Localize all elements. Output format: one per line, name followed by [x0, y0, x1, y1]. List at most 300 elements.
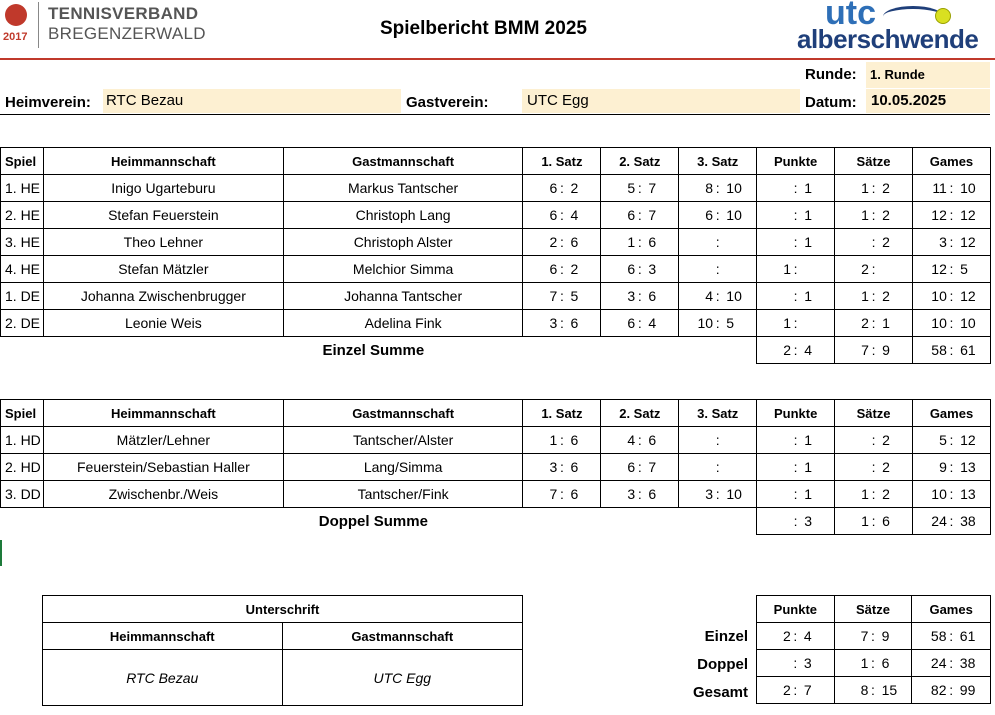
- saetze-cell: [835, 175, 913, 202]
- score-right[interactable]: 5: [570, 288, 579, 304]
- score-right[interactable]: 13: [960, 486, 976, 502]
- summe-games: [912, 337, 990, 364]
- score-right[interactable]: 1: [804, 459, 813, 475]
- score-colon: :: [949, 682, 954, 698]
- score-left[interactable]: 9: [939, 459, 947, 475]
- gast-player-cell[interactable]: Christoph Lang: [283, 202, 523, 229]
- score-colon: :: [949, 315, 954, 331]
- score-right[interactable]: 1: [804, 180, 813, 196]
- gesamt-saetze: [834, 623, 912, 650]
- score-colon: :: [871, 342, 876, 358]
- col-satz1: 1. Satz: [523, 148, 601, 175]
- score-colon: :: [793, 234, 798, 250]
- score-colon: :: [949, 459, 954, 475]
- score-colon: :: [871, 486, 876, 502]
- score-right[interactable]: 2: [882, 207, 890, 223]
- col-gast: Gastmannschaft: [283, 400, 523, 427]
- score-left[interactable]: 1: [783, 315, 791, 331]
- tennisverband-logo: [0, 0, 205, 50]
- summe-games: [913, 508, 991, 535]
- gesamt-col-saetze: Sätze: [834, 596, 912, 623]
- table-row: [1, 256, 991, 283]
- score-left[interactable]: 1: [783, 261, 791, 277]
- col-games: Games: [912, 148, 990, 175]
- score-right[interactable]: 5: [960, 261, 968, 277]
- col-punkte: Punkte: [757, 400, 835, 427]
- score-left[interactable]: 1: [549, 432, 558, 448]
- unterschrift-table: [42, 595, 523, 706]
- score-left[interactable]: 2: [549, 234, 558, 250]
- score-left[interactable]: 11: [932, 180, 947, 196]
- score-colon: :: [949, 342, 954, 358]
- table-row: [1, 283, 991, 310]
- punkte-cell: [757, 310, 835, 337]
- einzel-table: [0, 147, 991, 364]
- gesamt-row: [757, 623, 991, 650]
- gesamt-col-punkte: Punkte: [757, 596, 835, 623]
- heim-player-cell[interactable]: Mätzler/Lehner: [43, 427, 283, 454]
- satz1-cell: [523, 283, 601, 310]
- score-right[interactable]: 4: [803, 628, 812, 644]
- score-left[interactable]: 3: [939, 234, 947, 250]
- punkte-cell: [757, 202, 835, 229]
- score-left[interactable]: 7: [860, 628, 869, 644]
- col-satz2: 2. Satz: [601, 148, 679, 175]
- score-colon: :: [949, 628, 954, 644]
- score-left[interactable]: 1: [627, 234, 636, 250]
- score-right[interactable]: 13: [960, 459, 976, 475]
- score-right[interactable]: 7: [803, 682, 812, 698]
- spiel-cell: 2. HE: [1, 202, 44, 229]
- spiel-cell: 3. HE: [1, 229, 44, 256]
- score-right[interactable]: 2: [882, 234, 890, 250]
- score-right[interactable]: 2: [570, 261, 579, 277]
- satz2-cell: [601, 283, 679, 310]
- satz2-cell: [601, 175, 679, 202]
- gesamt-row-label: Gesamt: [692, 684, 748, 701]
- score-left[interactable]: 6: [549, 207, 558, 223]
- score-colon: :: [793, 459, 798, 475]
- signature-gast[interactable]: UTC Egg: [282, 650, 523, 706]
- score-colon: :: [793, 180, 798, 196]
- score-left[interactable]: 1: [861, 486, 869, 502]
- score-right[interactable]: 6: [882, 513, 890, 529]
- score-right[interactable]: 3: [648, 261, 657, 277]
- col-satz2: 2. Satz: [601, 400, 679, 427]
- score-left[interactable]: 6: [627, 459, 636, 475]
- score-colon: :: [637, 234, 642, 250]
- col-satz3: 3. Satz: [679, 148, 757, 175]
- spiel-cell: 3. DD: [1, 481, 44, 508]
- score-right[interactable]: 99: [959, 682, 976, 698]
- score-colon: :: [949, 288, 954, 304]
- score-right[interactable]: 2: [570, 180, 579, 196]
- score-left[interactable]: 6: [627, 261, 636, 277]
- score-left[interactable]: 5: [627, 180, 636, 196]
- score-left[interactable]: 7: [861, 342, 869, 358]
- score-right[interactable]: 1: [882, 315, 890, 331]
- heim-player-cell[interactable]: Stefan Feuerstein: [43, 202, 283, 229]
- score-left[interactable]: 6: [627, 207, 636, 223]
- score-colon: :: [715, 180, 720, 196]
- score-right[interactable]: 6: [648, 486, 657, 502]
- score-left[interactable]: 24: [931, 513, 947, 529]
- games-cell: [912, 175, 990, 202]
- score-right[interactable]: 2: [882, 486, 890, 502]
- logo-line1: TENNISVERBAND: [48, 4, 199, 23]
- score-colon: :: [715, 207, 720, 223]
- score-left[interactable]: 1: [861, 513, 869, 529]
- gast-player-cell[interactable]: Tantscher/Fink: [283, 481, 523, 508]
- gast-player-cell[interactable]: Lang/Simma: [283, 454, 523, 481]
- table-row: [1, 202, 991, 229]
- score-right[interactable]: 2: [882, 432, 890, 448]
- score-right[interactable]: 4: [648, 315, 657, 331]
- score-left[interactable]: 12: [931, 261, 947, 277]
- spiel-cell: 2. HD: [1, 454, 44, 481]
- satz2-cell: [601, 427, 679, 454]
- score-left[interactable]: 1: [861, 180, 869, 196]
- score-right[interactable]: 12: [960, 288, 976, 304]
- punkte-cell: [757, 427, 835, 454]
- score-left[interactable]: 10: [931, 486, 947, 502]
- score-left[interactable]: 3: [705, 486, 714, 502]
- satz1-cell: [523, 175, 601, 202]
- score-right[interactable]: 61: [960, 342, 976, 358]
- tennis-ball-icon: [5, 4, 27, 26]
- score-left[interactable]: 7: [549, 288, 558, 304]
- games-cell: [913, 454, 991, 481]
- col-satz1: 1. Satz: [523, 400, 601, 427]
- score-colon: :: [949, 486, 954, 502]
- score-colon: :: [793, 261, 798, 277]
- gast-player-cell[interactable]: Johanna Tantscher: [283, 283, 523, 310]
- score-right[interactable]: 10: [726, 180, 742, 196]
- games-cell: [913, 427, 991, 454]
- score-left[interactable]: 6: [549, 261, 558, 277]
- table-row: [1, 454, 991, 481]
- score-right[interactable]: 12: [960, 234, 976, 250]
- score-right[interactable]: 5: [726, 315, 735, 331]
- score-colon: :: [871, 459, 876, 475]
- score-colon: :: [793, 288, 798, 304]
- score-left[interactable]: 6: [705, 207, 714, 223]
- utc-logo: [795, 0, 990, 55]
- col-heim: Heimmannschaft: [43, 148, 283, 175]
- score-right[interactable]: 10: [960, 315, 976, 331]
- score-right[interactable]: 6: [648, 432, 657, 448]
- satz1-cell: [523, 202, 601, 229]
- gesamt-punkte: [757, 623, 835, 650]
- score-colon: :: [871, 432, 876, 448]
- score-colon: :: [637, 207, 642, 223]
- heim-player-cell[interactable]: Inigo Ugarteburu: [43, 175, 283, 202]
- score-colon: :: [793, 342, 798, 358]
- score-left[interactable]: 1: [861, 288, 869, 304]
- score-right[interactable]: 9: [882, 342, 890, 358]
- doppel-header-row: [1, 400, 991, 427]
- saetze-cell: [835, 427, 913, 454]
- score-left[interactable]: 7: [549, 486, 558, 502]
- games-cell: [913, 481, 991, 508]
- gast-player-cell[interactable]: Markus Tantscher: [283, 175, 523, 202]
- score-colon: :: [871, 261, 876, 277]
- games-cell: [912, 229, 990, 256]
- score-colon: :: [793, 655, 798, 671]
- score-colon: :: [871, 207, 876, 223]
- score-right[interactable]: 10: [726, 486, 742, 502]
- score-right[interactable]: 9: [881, 628, 890, 644]
- info-divider: [0, 114, 990, 115]
- signature-heim[interactable]: RTC Bezau: [43, 650, 283, 706]
- tennis-ball-icon: [935, 8, 951, 24]
- score-right[interactable]: 3: [804, 513, 813, 529]
- score-right[interactable]: 10: [726, 207, 742, 223]
- satz2-cell: [601, 454, 679, 481]
- score-right[interactable]: 1: [804, 234, 813, 250]
- score-right[interactable]: 1: [804, 288, 813, 304]
- score-left[interactable]: 2: [861, 261, 869, 277]
- page-title: Spielbericht BMM 2025: [380, 18, 587, 39]
- gesamt-row: [757, 650, 991, 677]
- table-row: [1, 310, 991, 337]
- score-right[interactable]: 38: [959, 655, 976, 671]
- score-right[interactable]: 4: [570, 207, 579, 223]
- summe-label: Einzel Summe: [322, 341, 425, 359]
- saetze-cell: [835, 454, 913, 481]
- score-left[interactable]: 10: [931, 315, 947, 331]
- score-colon: :: [637, 288, 642, 304]
- doppel-table: [0, 399, 991, 535]
- heim-player-cell[interactable]: Stefan Mätzler: [43, 256, 283, 283]
- gast-player-cell[interactable]: Melchior Simma: [283, 256, 523, 283]
- score-colon: :: [637, 432, 642, 448]
- satz3-cell: [679, 310, 757, 337]
- gesamt-saetze: [834, 650, 912, 677]
- games-cell: [912, 310, 990, 337]
- score-left[interactable]: 5: [939, 432, 947, 448]
- score-colon: :: [715, 234, 720, 250]
- score-colon: :: [715, 261, 720, 277]
- score-right[interactable]: 7: [648, 459, 657, 475]
- score-colon: :: [637, 180, 642, 196]
- score-colon: :: [559, 234, 564, 250]
- score-right[interactable]: 38: [960, 513, 976, 529]
- score-left[interactable]: 24: [930, 655, 947, 671]
- score-colon: :: [871, 655, 875, 671]
- score-colon: :: [871, 628, 875, 644]
- saetze-cell: [835, 481, 913, 508]
- score-right[interactable]: 2: [882, 459, 890, 475]
- score-right[interactable]: 2: [882, 288, 890, 304]
- gesamt-col-games: Games: [912, 596, 991, 623]
- score-left[interactable]: 6: [627, 315, 636, 331]
- score-colon: :: [715, 315, 720, 331]
- punkte-cell: [757, 256, 835, 283]
- score-right[interactable]: 6: [648, 288, 657, 304]
- gast-player-cell[interactable]: Tantscher/Alster: [283, 427, 523, 454]
- header-divider: [0, 58, 995, 60]
- spiel-cell: 2. DE: [1, 310, 44, 337]
- score-colon: :: [871, 682, 875, 698]
- games-cell: [912, 283, 990, 310]
- gesamt-punkte: [757, 650, 835, 677]
- gast-player-cell[interactable]: Adelina Fink: [283, 310, 523, 337]
- heimverein-value[interactable]: RTC Bezau: [103, 89, 401, 113]
- score-left[interactable]: 2: [783, 342, 791, 358]
- table-row: [1, 175, 991, 202]
- heim-player-cell[interactable]: Theo Lehner: [43, 229, 283, 256]
- logo-year: 2017: [3, 31, 28, 43]
- score-left[interactable]: 3: [549, 315, 558, 331]
- score-right[interactable]: 4: [804, 342, 813, 358]
- score-left[interactable]: 10: [931, 288, 947, 304]
- score-colon: :: [637, 261, 642, 277]
- satz3-cell: [679, 229, 757, 256]
- score-colon: :: [949, 234, 954, 250]
- col-spiel: Spiel: [1, 400, 44, 427]
- col-heim: Heimmannschaft: [43, 400, 283, 427]
- score-right[interactable]: 1: [804, 207, 813, 223]
- satz3-cell: [679, 481, 757, 508]
- col-games: Games: [913, 400, 991, 427]
- score-left[interactable]: 8: [705, 180, 714, 196]
- score-right[interactable]: 12: [960, 207, 976, 223]
- heim-player-cell[interactable]: Zwischenbr./Weis: [43, 481, 283, 508]
- score-left[interactable]: 2: [861, 315, 869, 331]
- score-colon: :: [949, 513, 954, 529]
- score-left[interactable]: 4: [627, 432, 636, 448]
- score-left[interactable]: 12: [931, 207, 947, 223]
- score-right[interactable]: 1: [804, 486, 813, 502]
- gesamt-table: [756, 595, 991, 704]
- score-left[interactable]: 3: [627, 486, 636, 502]
- score-colon: :: [949, 432, 954, 448]
- score-right[interactable]: 6: [570, 315, 579, 331]
- score-right[interactable]: 10: [726, 288, 742, 304]
- col-spiel: Spiel: [1, 148, 44, 175]
- score-colon: :: [793, 486, 798, 502]
- datum-value[interactable]: 10.05.2025: [866, 89, 990, 113]
- datum-label: Datum:: [805, 94, 857, 111]
- satz3-cell: [679, 283, 757, 310]
- score-colon: :: [559, 315, 564, 331]
- score-left[interactable]: 2: [782, 682, 791, 698]
- gesamt-saetze: [834, 677, 912, 704]
- score-colon: :: [637, 486, 642, 502]
- satz2-cell: [601, 481, 679, 508]
- unterschrift-heim-header: Heimmannschaft: [43, 623, 283, 650]
- unterschrift-title: Unterschrift: [43, 596, 523, 623]
- score-colon: :: [715, 432, 720, 448]
- score-colon: :: [793, 628, 798, 644]
- score-right[interactable]: 15: [881, 682, 898, 698]
- score-left[interactable]: 58: [931, 342, 947, 358]
- gastverein-value[interactable]: UTC Egg: [522, 89, 800, 113]
- score-left[interactable]: 10: [697, 315, 714, 331]
- summe-punkte: [757, 337, 835, 364]
- runde-label: Runde:: [805, 66, 857, 83]
- score-colon: :: [637, 459, 642, 475]
- score-left[interactable]: 3: [549, 459, 558, 475]
- gast-player-cell[interactable]: Christoph Alster: [283, 229, 523, 256]
- satz3-cell: [679, 202, 757, 229]
- score-right[interactable]: 6: [570, 432, 579, 448]
- score-right[interactable]: 6: [648, 234, 657, 250]
- table-row: [1, 229, 991, 256]
- score-left[interactable]: 1: [861, 207, 869, 223]
- score-colon: :: [949, 180, 954, 196]
- gesamt-row: [757, 677, 991, 704]
- score-right[interactable]: 61: [959, 628, 976, 644]
- score-right[interactable]: 12: [960, 432, 976, 448]
- score-right[interactable]: 6: [570, 234, 579, 250]
- heim-player-cell[interactable]: Johanna Zwischenbrugger: [43, 283, 283, 310]
- summe-saetze: [835, 337, 913, 364]
- heim-player-cell[interactable]: Feuerstein/Sebastian Haller: [43, 454, 283, 481]
- score-colon: :: [559, 261, 564, 277]
- unterschrift-gast-header: Gastmannschaft: [282, 623, 523, 650]
- score-left[interactable]: 4: [705, 288, 714, 304]
- gesamt-punkte: [757, 677, 835, 704]
- summe-saetze: [835, 508, 913, 535]
- score-left[interactable]: 8: [860, 682, 869, 698]
- score-right[interactable]: 7: [648, 180, 657, 196]
- score-left[interactable]: 3: [627, 288, 636, 304]
- score-left[interactable]: 2: [782, 628, 791, 644]
- logo-utc: utc: [825, 0, 876, 32]
- saetze-cell: [835, 202, 913, 229]
- runde-value[interactable]: 1. Runde: [866, 62, 990, 88]
- spiel-cell: 4. HE: [1, 256, 44, 283]
- score-colon: :: [715, 486, 720, 502]
- score-colon: :: [793, 682, 798, 698]
- satz2-cell: [601, 202, 679, 229]
- score-right[interactable]: 10: [960, 180, 976, 196]
- score-left[interactable]: 6: [549, 180, 558, 196]
- score-right[interactable]: 6: [570, 486, 579, 502]
- gesamt-games: [912, 623, 991, 650]
- score-left[interactable]: 58: [930, 628, 947, 644]
- games-cell: [912, 202, 990, 229]
- score-right[interactable]: 3: [803, 655, 812, 671]
- einzel-header-row: [1, 148, 991, 175]
- score-colon: :: [559, 288, 564, 304]
- score-colon: :: [793, 432, 798, 448]
- score-colon: :: [871, 180, 876, 196]
- logo-line2: BREGENZERWALD: [48, 24, 206, 43]
- summe-row: [1, 508, 991, 535]
- gesamt-games: [912, 677, 991, 704]
- summe-row: [1, 337, 991, 364]
- spiel-cell: 1. HD: [1, 427, 44, 454]
- heimverein-label: Heimverein:: [5, 94, 91, 111]
- heim-player-cell[interactable]: Leonie Weis: [43, 310, 283, 337]
- score-right[interactable]: 7: [648, 207, 657, 223]
- satz1-cell: [523, 481, 601, 508]
- gesamt-games: [912, 650, 991, 677]
- satz3-cell: [679, 454, 757, 481]
- score-left[interactable]: 1: [860, 655, 869, 671]
- score-right[interactable]: 6: [881, 655, 890, 671]
- sheet-edge-marker: [0, 540, 2, 566]
- score-right[interactable]: 2: [882, 180, 890, 196]
- score-right[interactable]: 1: [804, 432, 813, 448]
- col-gast: Gastmannschaft: [283, 148, 523, 175]
- score-right[interactable]: 6: [570, 459, 579, 475]
- score-left[interactable]: 82: [930, 682, 947, 698]
- satz3-cell: [679, 175, 757, 202]
